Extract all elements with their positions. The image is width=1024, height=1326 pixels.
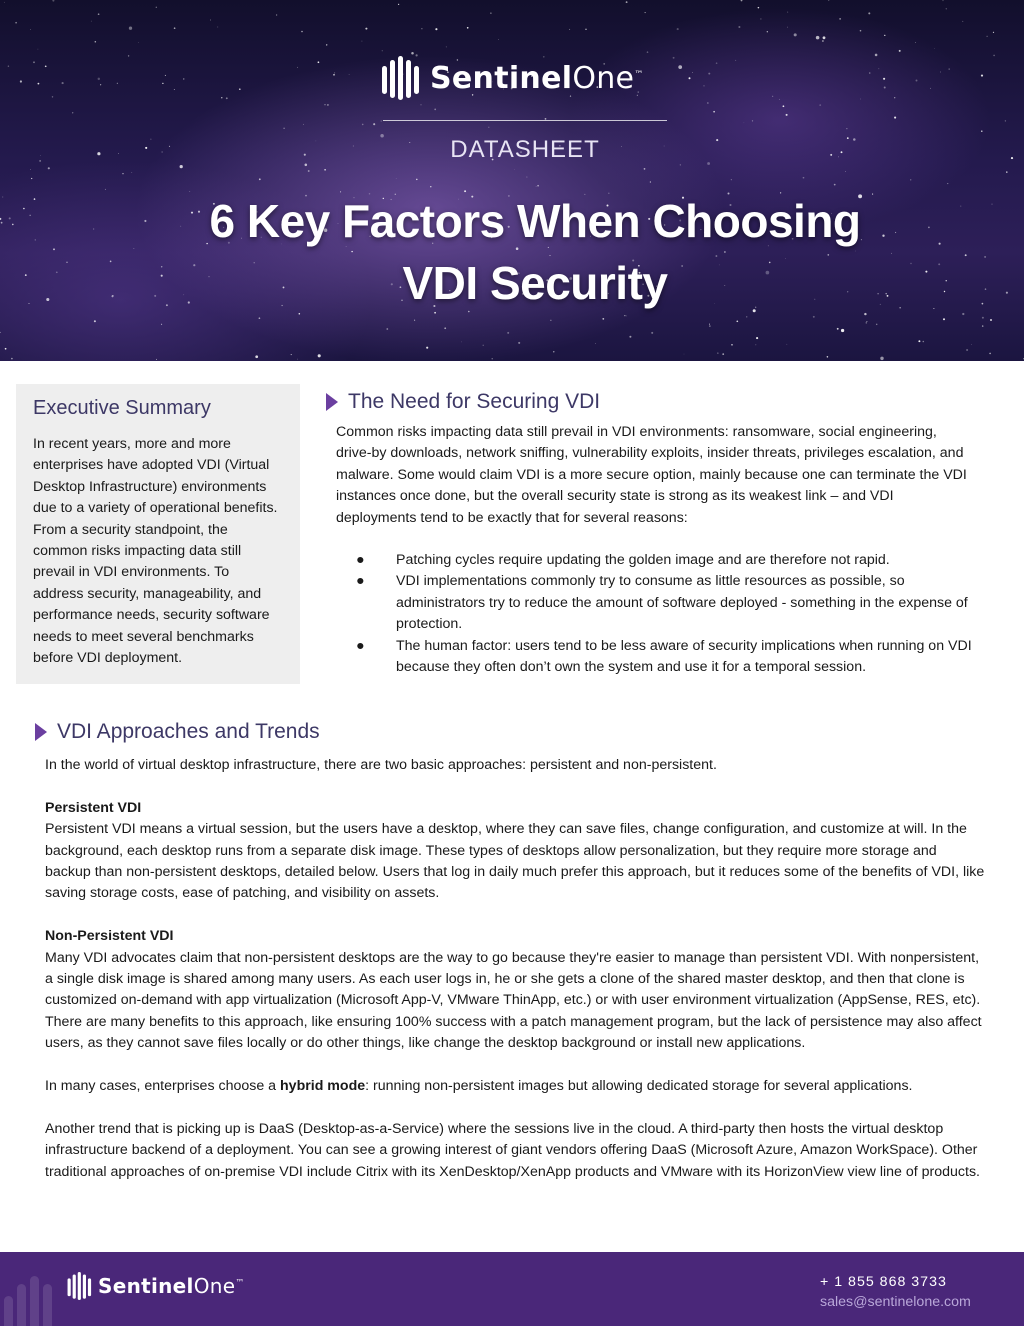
star — [677, 28, 679, 30]
star — [426, 347, 428, 349]
star — [308, 170, 310, 172]
non-persistent-vdi-label: Non-Persistent VDI — [45, 928, 174, 945]
star — [507, 332, 509, 334]
star — [162, 83, 163, 84]
list-item — [336, 550, 976, 571]
contact-info — [820, 1272, 971, 1312]
star — [553, 351, 554, 352]
star — [650, 181, 651, 182]
brand-wordmark — [430, 61, 644, 96]
star — [707, 102, 708, 103]
star — [741, 0, 743, 1]
star — [647, 51, 649, 53]
list-item-text: The human factor: users tend to be less aware of security implications when running on VDI because they often don’t own the system and use it for a temporal session. — [396, 637, 972, 676]
star — [301, 31, 303, 33]
star — [156, 359, 157, 360]
star — [365, 28, 367, 30]
star — [876, 324, 877, 325]
star — [183, 78, 184, 79]
star — [239, 88, 241, 90]
brand-name-light: One — [572, 60, 635, 96]
star — [735, 60, 736, 61]
star — [704, 85, 705, 86]
star — [318, 61, 320, 63]
star — [94, 320, 96, 322]
triangle-bullet-icon — [35, 723, 47, 741]
footer-brand-name-light: One — [193, 1274, 236, 1298]
list-item — [336, 636, 976, 679]
star — [0, 332, 1, 333]
star — [446, 47, 447, 48]
star — [731, 344, 733, 346]
star — [537, 185, 539, 187]
star — [585, 29, 586, 30]
approaches-section — [45, 755, 985, 1204]
star — [786, 344, 787, 345]
star — [303, 124, 304, 125]
star — [492, 358, 493, 359]
star — [990, 319, 992, 321]
star — [33, 61, 35, 63]
star — [382, 50, 383, 51]
star — [414, 320, 415, 321]
star — [327, 104, 329, 106]
star — [755, 344, 756, 345]
star — [8, 65, 9, 66]
bullet-dot-icon: ● — [356, 552, 365, 569]
star — [717, 353, 718, 354]
star — [866, 322, 867, 323]
star — [673, 57, 675, 59]
star — [860, 99, 861, 100]
list-item-text: VDI implementations commonly try to consume as little resources as possible, so administrators try to reduce the amount of software deployed - something in the expense of protection. — [396, 573, 968, 633]
star — [518, 342, 520, 344]
star — [692, 72, 693, 73]
star — [680, 164, 681, 165]
hybrid-mode-paragraph — [45, 1076, 985, 1097]
star — [156, 7, 157, 8]
star — [444, 327, 446, 329]
need-intro: Common risks impacting data still prevail in VDI environments: ransomware, social engineering, drive-by downloads, network sniffing, vulnerability exploits, insider threats, privileges escalation, and malware. Some would claim VDI is a more secure option, mainly because one can terminate the VDI instances once done, but the overall security state is strong as its weakest link – and VDI deployments tend to be exactly that for several reasons: — [336, 424, 967, 526]
star — [98, 13, 100, 15]
star — [752, 120, 753, 121]
star — [416, 179, 418, 181]
star — [716, 62, 718, 64]
star — [100, 84, 101, 85]
star — [30, 29, 31, 30]
star — [326, 44, 327, 45]
star — [283, 128, 284, 129]
daas-paragraph: Another trend that is picking up is DaaS (Desktop-as-a-Service) where the sessions live in the cloud. A third-party then hosts the virtual desktop infrastructure backend of a deployment. You can see a growing interest of giant vendors offering DaaS (Microsoft Azure, Amazon WorkSpace). Other traditional approaches of on-premise VDI include Citrix with its XenDesktop/XenApp products and VMware with its HorizonView view line of products. — [45, 1120, 980, 1180]
star — [72, 112, 73, 113]
star — [834, 184, 836, 186]
star — [536, 186, 537, 187]
executive-summary-heading: Executive Summary — [33, 397, 211, 419]
star — [823, 36, 826, 39]
star — [986, 36, 987, 37]
triangle-bullet-icon — [326, 393, 338, 411]
star — [259, 178, 261, 180]
need-section-heading-row — [326, 390, 600, 414]
star — [708, 73, 710, 75]
star — [875, 54, 878, 57]
star — [488, 127, 489, 128]
brand-logo — [380, 56, 644, 100]
hero-banner — [0, 0, 1024, 361]
hybrid-mode-term: hybrid mode — [280, 1078, 366, 1095]
star — [709, 326, 710, 327]
star — [20, 80, 22, 82]
star — [381, 121, 382, 122]
star — [736, 320, 738, 322]
star — [180, 165, 183, 168]
star — [95, 41, 97, 43]
star — [483, 345, 484, 346]
star — [722, 353, 724, 355]
list-item — [336, 571, 976, 635]
star — [866, 321, 867, 322]
persistent-vdi-body: Persistent VDI means a virtual session, but the users have a desktop, where they can save files, change configuration, and customize at will. In the background, each desktop runs from a separate disk image. These types of desktops allow personalization, but they require more storage and backup than non-persistent desktops, detailed below. Users that log in daily much prefer this approach, but it reduces some of the benefits of VDI, like saving storage costs, ease of patching, and visibility on assets. — [45, 821, 985, 902]
star — [217, 27, 218, 28]
star — [48, 167, 50, 169]
star — [498, 39, 499, 40]
star — [15, 22, 17, 24]
star — [910, 179, 911, 180]
star — [783, 105, 785, 107]
star — [803, 177, 805, 179]
star — [602, 318, 604, 320]
star — [62, 82, 64, 84]
star — [1005, 120, 1006, 121]
list-item-text: Patching cycles require updating the golden image and are therefore not rapid. — [396, 552, 890, 569]
hybrid-text-post: : running non-persistent images but allowing dedicated storage for several applications. — [365, 1078, 913, 1095]
star — [11, 358, 13, 360]
star — [297, 67, 298, 68]
star — [30, 169, 31, 170]
star — [966, 349, 968, 351]
star — [794, 33, 797, 36]
star — [362, 124, 364, 126]
bullet-dot-icon: ● — [356, 573, 365, 590]
star — [333, 74, 335, 76]
non-persistent-vdi-body: Many VDI advocates claim that non-persistent desktops are the way to go because they're easier to manage than persistent VDI. With nonpersistent, a single disk image is shared among many users. As each user logs in, he or she gets a clone of the shared master desktop, and then that clone is customized on-demand with app virtualization (Microsoft App-V, VMware ThinApp, etc.) or with user environment virtualization (AppSense, RES, etc). There are many benefits to this approach, like ensuring 100% success with a patch management program, but the lack of persistence may also affect users, as they cannot save files locally or do other things, like change the desktop background or install new applications. — [45, 949, 982, 1052]
star — [128, 55, 129, 56]
hybrid-text-pre: In many cases, enterprises choose a — [45, 1078, 281, 1095]
brand-trademark: ™ — [634, 69, 644, 80]
star — [129, 27, 132, 30]
star — [878, 68, 879, 69]
star — [626, 1, 628, 3]
star — [816, 36, 820, 40]
star — [827, 356, 829, 358]
star — [174, 89, 175, 90]
star — [226, 97, 228, 99]
star — [421, 105, 422, 106]
star — [884, 87, 886, 89]
star — [846, 128, 847, 129]
star — [894, 117, 896, 119]
star — [38, 83, 40, 85]
star — [396, 178, 397, 179]
star — [174, 27, 176, 29]
star — [822, 40, 824, 42]
contact-phone: + 1 855 868 3733 — [820, 1274, 947, 1290]
star — [868, 12, 870, 14]
star — [569, 29, 570, 30]
star — [962, 21, 963, 22]
star — [934, 48, 935, 49]
star — [899, 50, 901, 52]
star — [210, 20, 211, 21]
star — [746, 316, 747, 317]
document-type: DATASHEET — [450, 136, 600, 163]
star — [526, 177, 527, 178]
star — [651, 332, 653, 334]
star — [373, 123, 375, 125]
star — [430, 186, 431, 187]
star — [758, 7, 760, 9]
page-footer — [0, 1252, 1024, 1326]
page-title — [0, 190, 1024, 314]
star — [942, 0, 943, 1]
footer-brand-wordmark — [98, 1274, 245, 1298]
star — [767, 31, 768, 32]
star — [923, 341, 925, 343]
star — [386, 328, 388, 330]
star — [361, 41, 362, 42]
approaches-section-heading-row — [35, 720, 320, 744]
star — [993, 55, 995, 57]
contact-email[interactable]: sales@sentinelone.com — [820, 1294, 971, 1310]
footer-brand-name-bold: Sentinel — [98, 1274, 194, 1298]
star — [819, 104, 821, 106]
star — [689, 77, 691, 79]
star — [398, 4, 399, 5]
non-persistent-vdi-paragraph — [45, 926, 985, 1054]
star — [684, 354, 685, 355]
star — [411, 52, 414, 55]
star — [291, 354, 292, 355]
star — [828, 0, 829, 1]
star — [839, 18, 841, 20]
star — [461, 342, 462, 343]
page-title-line-2: VDI Security — [402, 257, 668, 309]
star — [276, 14, 277, 15]
star — [845, 171, 846, 172]
header-divider — [383, 120, 667, 121]
star — [989, 353, 991, 355]
star — [38, 49, 39, 50]
star — [324, 104, 325, 105]
star — [930, 88, 931, 89]
star — [318, 354, 321, 357]
star — [31, 178, 32, 179]
sentinelone-mark-icon — [380, 56, 420, 100]
star — [772, 96, 773, 97]
star — [122, 173, 123, 174]
star — [869, 72, 871, 74]
need-section-heading: The Need for Securing VDI — [348, 390, 601, 413]
star — [221, 97, 222, 98]
footer-watermark-mark-icon — [0, 1272, 60, 1326]
star — [860, 30, 862, 32]
star — [45, 65, 47, 67]
need-bullet-list — [336, 550, 976, 678]
star — [918, 340, 920, 342]
star — [731, 179, 732, 180]
star — [883, 78, 885, 80]
star — [259, 317, 261, 319]
star — [982, 317, 984, 319]
star — [467, 27, 469, 29]
star — [744, 122, 745, 123]
star — [760, 18, 761, 19]
star — [255, 355, 258, 358]
star — [165, 75, 166, 76]
page-title-line-1: 6 Key Factors When Choosing — [209, 195, 861, 247]
star — [813, 316, 815, 318]
persistent-vdi-paragraph — [45, 798, 985, 905]
star — [971, 344, 972, 345]
star — [915, 42, 916, 43]
star — [884, 35, 885, 36]
star — [624, 315, 625, 316]
star — [117, 83, 118, 84]
footer-brand-logo — [66, 1272, 245, 1300]
star — [434, 109, 436, 111]
star — [131, 172, 132, 173]
star — [948, 68, 949, 69]
star — [138, 42, 139, 43]
star — [738, 26, 740, 28]
star — [4, 2, 5, 3]
star — [52, 96, 53, 97]
star — [713, 111, 715, 113]
star — [91, 21, 92, 22]
star — [982, 325, 983, 326]
star — [787, 12, 788, 13]
star — [1006, 171, 1007, 172]
star — [421, 28, 422, 29]
star — [334, 72, 335, 73]
star — [943, 318, 945, 320]
star — [324, 169, 326, 171]
executive-summary-body: In recent years, more and more enterprises have adopted VDI (Virtual Desktop Infrastructure) environments due to a variety of operational benefits. From a security standpoint, the common risks impacting data still prevail in VDI environments. To address security, manageability, and performance needs, security software needs to meet several benchmarks before VDI deployment. — [33, 436, 278, 667]
sentinelone-mark-icon — [66, 1272, 92, 1300]
bullet-dot-icon: ● — [356, 637, 365, 654]
star — [550, 320, 551, 321]
star — [981, 131, 982, 132]
star — [5, 348, 7, 350]
star — [626, 316, 627, 317]
star — [629, 336, 631, 338]
star — [916, 80, 918, 82]
approaches-section-heading: VDI Approaches and Trends — [57, 720, 320, 743]
star — [981, 75, 983, 77]
star — [709, 324, 710, 325]
star — [435, 28, 437, 30]
star — [645, 12, 646, 13]
star — [678, 65, 682, 69]
executive-summary-box — [16, 384, 300, 684]
star — [786, 114, 788, 116]
star — [595, 343, 596, 344]
approaches-intro: In the world of virtual desktop infrastructure, there are two basic approaches: persistent and non-persistent. — [45, 757, 717, 773]
star — [490, 12, 491, 13]
star — [297, 359, 298, 360]
need-section — [336, 422, 976, 678]
star — [98, 78, 100, 80]
star — [779, 99, 780, 100]
star — [993, 32, 994, 33]
brand-name-bold: Sentinel — [430, 60, 573, 96]
star — [946, 8, 947, 9]
star — [644, 168, 646, 170]
star — [940, 72, 941, 73]
star — [161, 324, 162, 325]
star — [756, 337, 758, 339]
star — [841, 329, 844, 332]
star — [837, 328, 839, 330]
persistent-vdi-label: Persistent VDI — [45, 799, 142, 816]
star — [787, 27, 788, 28]
footer-brand-trademark: ™ — [235, 1278, 245, 1289]
star — [947, 183, 948, 184]
star — [514, 169, 515, 170]
star — [880, 357, 883, 360]
star — [52, 0, 54, 2]
star — [894, 97, 895, 98]
star — [349, 74, 350, 75]
